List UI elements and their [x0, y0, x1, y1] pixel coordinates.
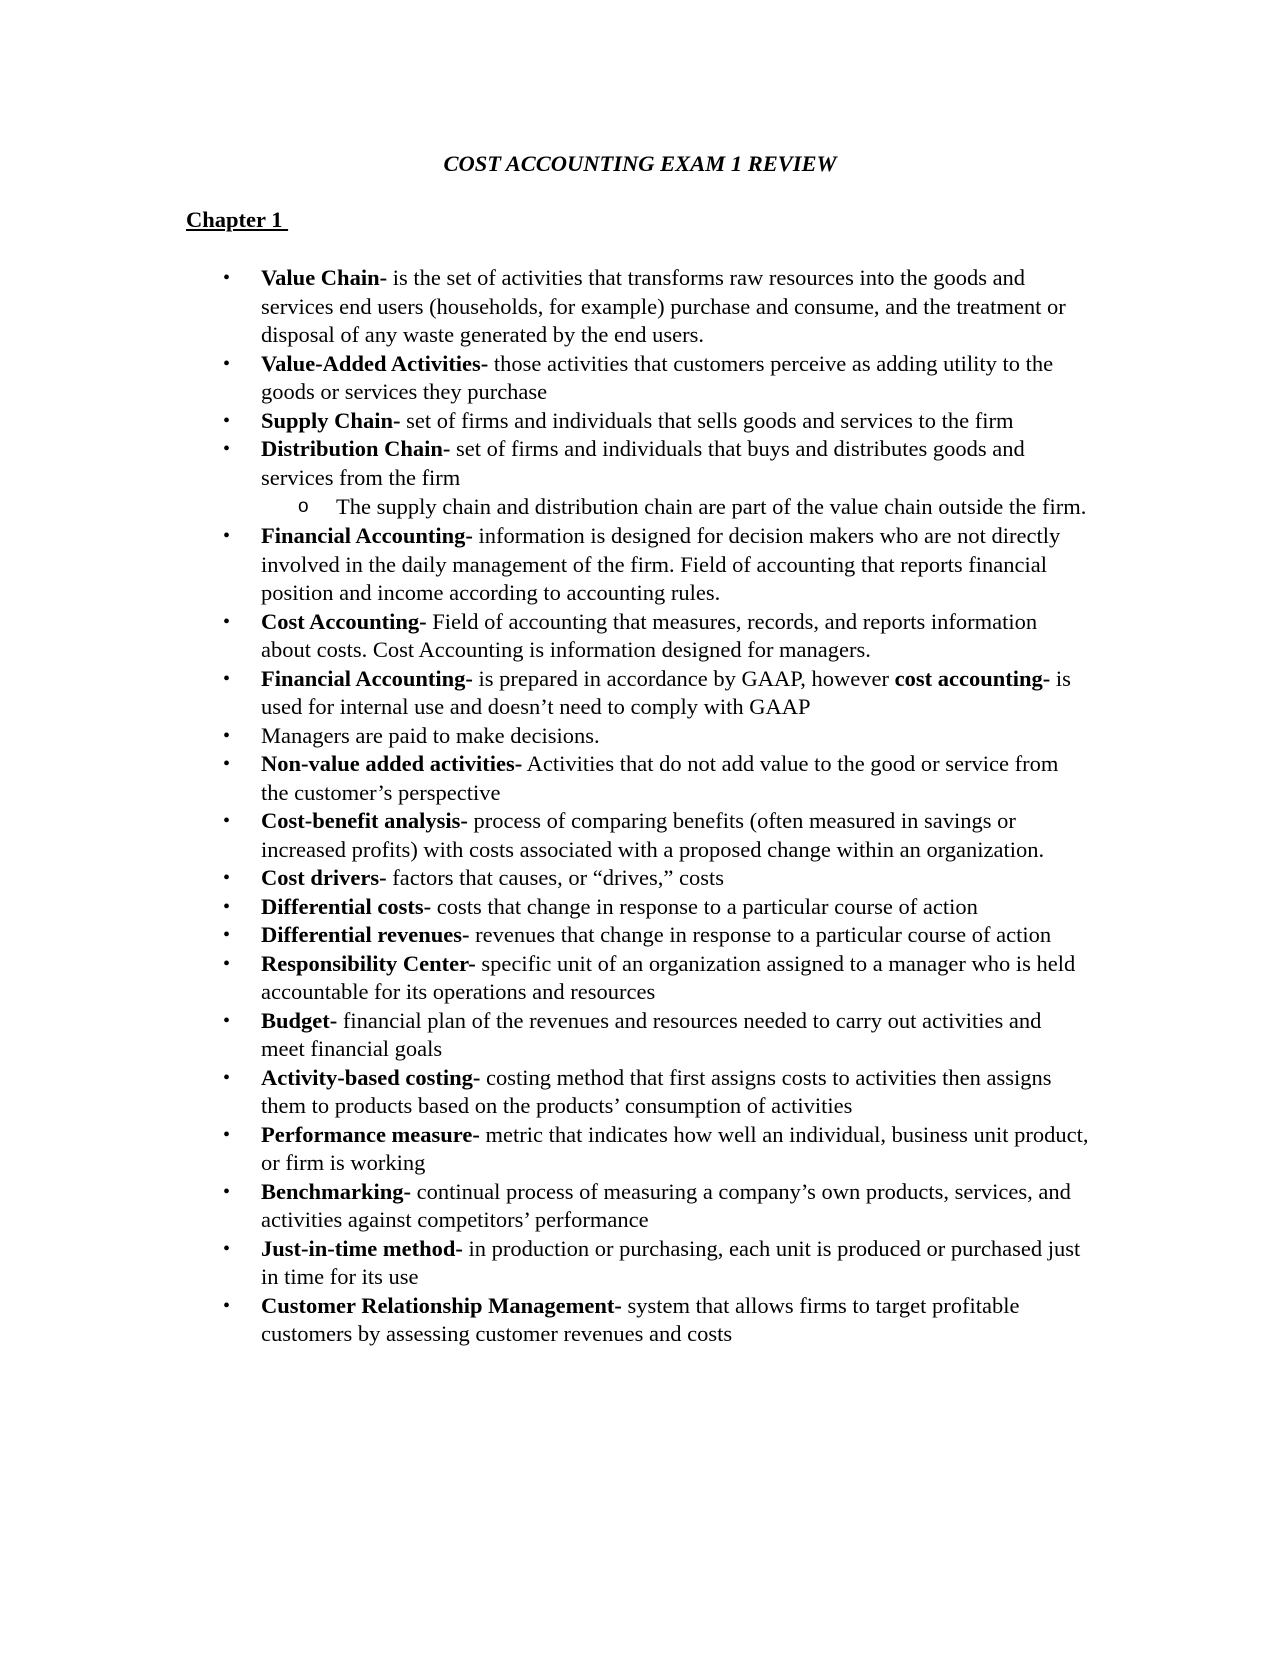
- term: Customer Relationship Management-: [261, 1292, 622, 1318]
- definition: system that allows firms to target profitable customers by assessing customer revenues and costs: [261, 1292, 1020, 1346]
- list-item: [223, 608, 1089, 665]
- list-item: [223, 921, 1089, 950]
- bullet-icon: •: [223, 1237, 231, 1260]
- bullet-icon: •: [223, 1123, 231, 1146]
- definition: factors that causes, or “drives,” costs: [386, 865, 724, 890]
- bullet-icon: •: [223, 409, 231, 432]
- definition: those activities that customers perceive as adding utility to the goods or services they purchase: [261, 350, 1054, 404]
- bullet-icon: •: [223, 610, 231, 633]
- bullet-icon: •: [223, 667, 231, 690]
- term: Budget-: [261, 1007, 338, 1033]
- term: Cost Accounting-: [261, 608, 427, 634]
- list-item: [223, 864, 1089, 893]
- bullet-icon: •: [223, 867, 231, 889]
- definition: process of comparing benefits (often measured in savings or increased profits) with costs associated with a proposed change within an organization.: [261, 808, 1045, 862]
- definition: is prepared in accordance by GAAP, however: [472, 665, 895, 691]
- list-item: [223, 893, 1089, 922]
- term: Cost-benefit analysis-: [261, 808, 468, 833]
- term: Distribution Chain-: [261, 436, 451, 461]
- definition: is used for internal use and doesn’t need to comply with GAAP: [261, 665, 1071, 719]
- term: Value Chain-: [261, 265, 388, 290]
- definition: Activities that do not add value to the good or service from the customer’s perspective: [261, 751, 1059, 805]
- bullet-icon: •: [223, 438, 231, 460]
- list-item: [223, 1007, 1089, 1064]
- circle-bullet-icon: o: [298, 496, 309, 517]
- definition: set of firms and individuals that buys and distributes goods and services from the firm: [261, 436, 1025, 490]
- list-item: [223, 750, 1089, 807]
- list-item: [223, 522, 1089, 608]
- list-item: [223, 950, 1089, 1007]
- term: Benchmarking-: [261, 1178, 412, 1204]
- definition: continual process of measuring a company’s own products, services, and activities against competitors’ performance: [261, 1178, 1071, 1232]
- definition: specific unit of an organization assigned to a manager who is held accountable for its operations and resources: [261, 950, 1076, 1004]
- term: Differential costs-: [261, 893, 432, 919]
- list-item: [223, 350, 1089, 407]
- definition: costs that change in response to a particular course of action: [431, 893, 978, 919]
- definitions-list: [223, 264, 1089, 1349]
- bullet-icon: •: [223, 895, 231, 918]
- term: Cost drivers-: [261, 865, 387, 890]
- definition: costing method that first assigns costs to activities then assigns them to products based on the products’ consumption of activities: [261, 1064, 1052, 1118]
- list-item: [223, 1121, 1089, 1178]
- definition: is the set of activities that transforms raw resources into the goods and services end users (households, for example) purchase and consume, and the treatment or disposal of any waste generated by the end users.: [261, 265, 1066, 347]
- definition: Field of accounting that measures, records, and reports information about costs. Cost Accounting is information designed for managers.: [261, 608, 1038, 662]
- term: Performance measure-: [261, 1121, 480, 1147]
- bullet-icon: •: [223, 1066, 231, 1089]
- definition: set of firms and individuals that sells goods and services to the firm: [400, 407, 1014, 433]
- list-item: [223, 1292, 1089, 1349]
- term: Non-value added activities-: [261, 751, 523, 776]
- list-item: [223, 407, 1089, 436]
- term: Responsibility Center-: [261, 950, 476, 976]
- bullet-icon: •: [223, 352, 231, 375]
- chapter-heading: Chapter 1: [186, 207, 289, 232]
- document-title: COST ACCOUNTING EXAM 1 REVIEW: [443, 151, 837, 176]
- definition: information is designed for decision makers who are not directly involved in the daily management of the firm. Field of accounting that reports financial position and income according to accounting rules.: [261, 523, 1061, 605]
- term: Financial Accounting-: [261, 665, 473, 691]
- list-item: [223, 1235, 1089, 1292]
- term: cost accounting-: [894, 665, 1051, 691]
- term: Differential revenues-: [261, 922, 470, 947]
- bullet-icon: •: [223, 1009, 231, 1032]
- definition: Managers are paid to make decisions.: [261, 722, 600, 748]
- bullet-icon: •: [223, 1180, 231, 1203]
- bullet-icon: •: [223, 924, 231, 946]
- bullet-icon: •: [223, 952, 231, 975]
- term: Activity-based costing-: [261, 1064, 481, 1090]
- sub-item-text: The supply chain and distribution chain are part of the value chain outside the firm.: [336, 494, 1087, 519]
- list-item: [223, 722, 1089, 751]
- definition: financial plan of the revenues and resources needed to carry out activities and meet financial goals: [261, 1007, 1042, 1061]
- bullet-icon: •: [223, 753, 231, 775]
- sub-list-item: [298, 492, 1089, 522]
- bullet-icon: •: [223, 525, 231, 547]
- term: Financial Accounting-: [261, 523, 473, 548]
- list-item: [223, 807, 1089, 864]
- definition: revenues that change in response to a particular course of action: [469, 922, 1052, 947]
- definition: metric that indicates how well an individual, business unit product, or firm is working: [261, 1121, 1089, 1175]
- term: Supply Chain-: [261, 407, 401, 433]
- list-item: [223, 1064, 1089, 1121]
- list-item: [223, 435, 1089, 492]
- bullet-icon: •: [223, 810, 231, 832]
- list-item: [223, 264, 1089, 350]
- bullet-icon: •: [223, 1294, 231, 1317]
- list-item: [223, 1178, 1089, 1235]
- definition: in production or purchasing, each unit is produced or purchased just in time for its use: [261, 1235, 1081, 1289]
- term: Value-Added Activities-: [261, 350, 489, 376]
- term: Just-in-time method-: [261, 1235, 463, 1261]
- bullet-icon: •: [223, 267, 231, 289]
- bullet-icon: •: [223, 724, 231, 747]
- list-item: [223, 665, 1089, 722]
